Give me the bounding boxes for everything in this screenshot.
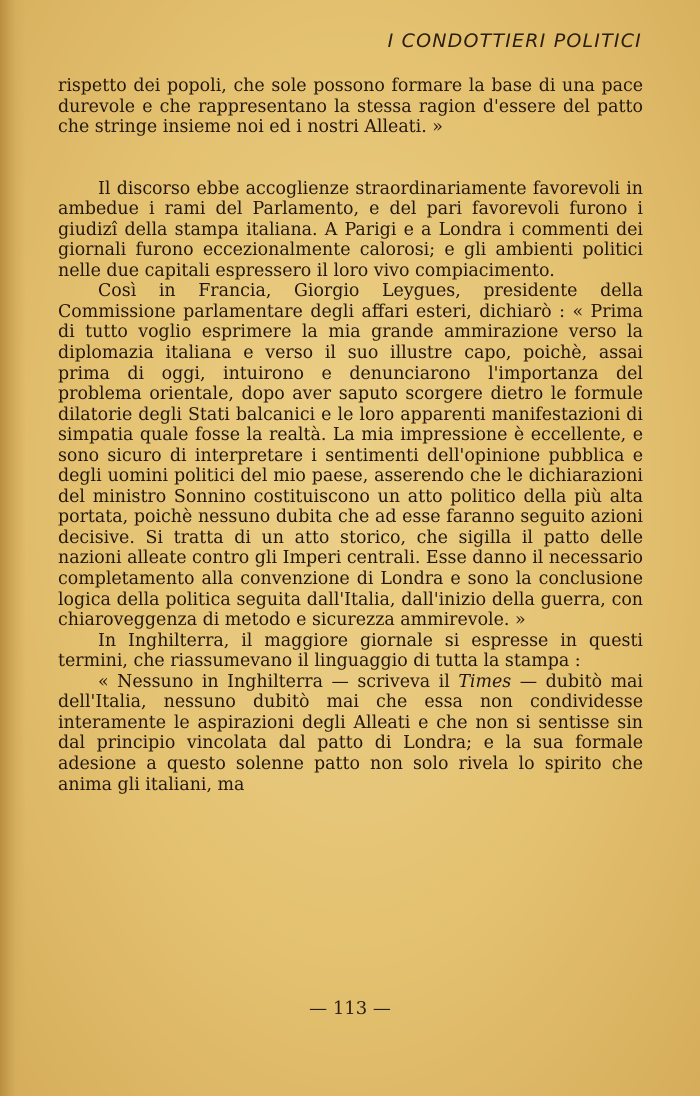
- paragraph-times-quote: [58, 672, 643, 795]
- paragraph-inghilterra: In Inghilterra, il maggiore giornale si espresse in questi termini, che riassumevano il linguaggio di tutta la stampa :: [58, 630, 643, 672]
- running-head-title: I CONDOTTIERI POLITICI: [387, 30, 642, 52]
- paragraph-continuation: rispetto dei popoli, che sole possono formare la base di una pace durevole e che rappresentano la stessa ragion d'essere del patto che stringe insieme noi ed i nostri Alleati. »: [58, 76, 643, 138]
- page-body: [58, 76, 643, 795]
- paragraph-reception: Il discorso ebbe accoglienze straordinariamente favorevoli in ambedue i rami del Parlamento, e del pari favorevoli furono i giudizî della stampa italiana. A Parigi e a Londra i commenti dei giornali furono eccezionalmente calorosi; e gli ambienti politici nelle due capitali espressero il loro vivo compiacimento.: [58, 178, 643, 281]
- paragraph-gap: [58, 138, 643, 179]
- times-quote-after: — dubitò mai dell'Italia, nessuno dubitò mai che essa non condividesse interamente le aspirazioni degli Alleati e che non si sentisse sin dal principio vincolata dal patto di Londra; e la sua formale adesione a questo solenne patto non solo rivela lo spirito che anima gli italiani, ma: [58, 671, 643, 795]
- page-edge-shadow: [0, 0, 26, 1096]
- page-number: — 113 —: [309, 998, 391, 1019]
- times-quote-before: « Nessuno in Inghilterra — scriveva il: [98, 671, 459, 692]
- times-newspaper-name: Times: [458, 671, 512, 692]
- paragraph-leygues-quote: Così in Francia, Giorgio Leygues, presidente della Commissione parlamentare degli affari esteri, dichiarò : « Prima di tutto voglio esprimere la mia grande ammirazione verso la diplomazia italiana e verso il suo illustre capo, poichè, assai prima di oggi, intuirono e denunciarono l'importanza del problema orientale, dopo aver saputo scorgere dietro le formule dilatorie degli Stati balcanici e le loro apparenti manifestazioni di simpatia quale fosse la realtà. La mia impressione è eccellente, e sono sicuro di interpretare i sentimenti dell'opinione pubblica e degli uomini politici del mio paese, asserendo che le dichiarazioni del ministro Sonnino costituiscono un atto politico della più alta portata, poichè nessuno dubita che ad esse faranno seguito azioni decisive. Si tratta di un atto storico, che sigilla il patto delle nazioni alleate contro gli Imperi centrali. Esse danno il necessario completamento alla convenzione di Londra e sono la conclusione logica della politica seguita dall'Italia, dall'inizio della guerra, con chiaroveggenza di metodo e sicurezza ammirevole. »: [58, 281, 643, 631]
